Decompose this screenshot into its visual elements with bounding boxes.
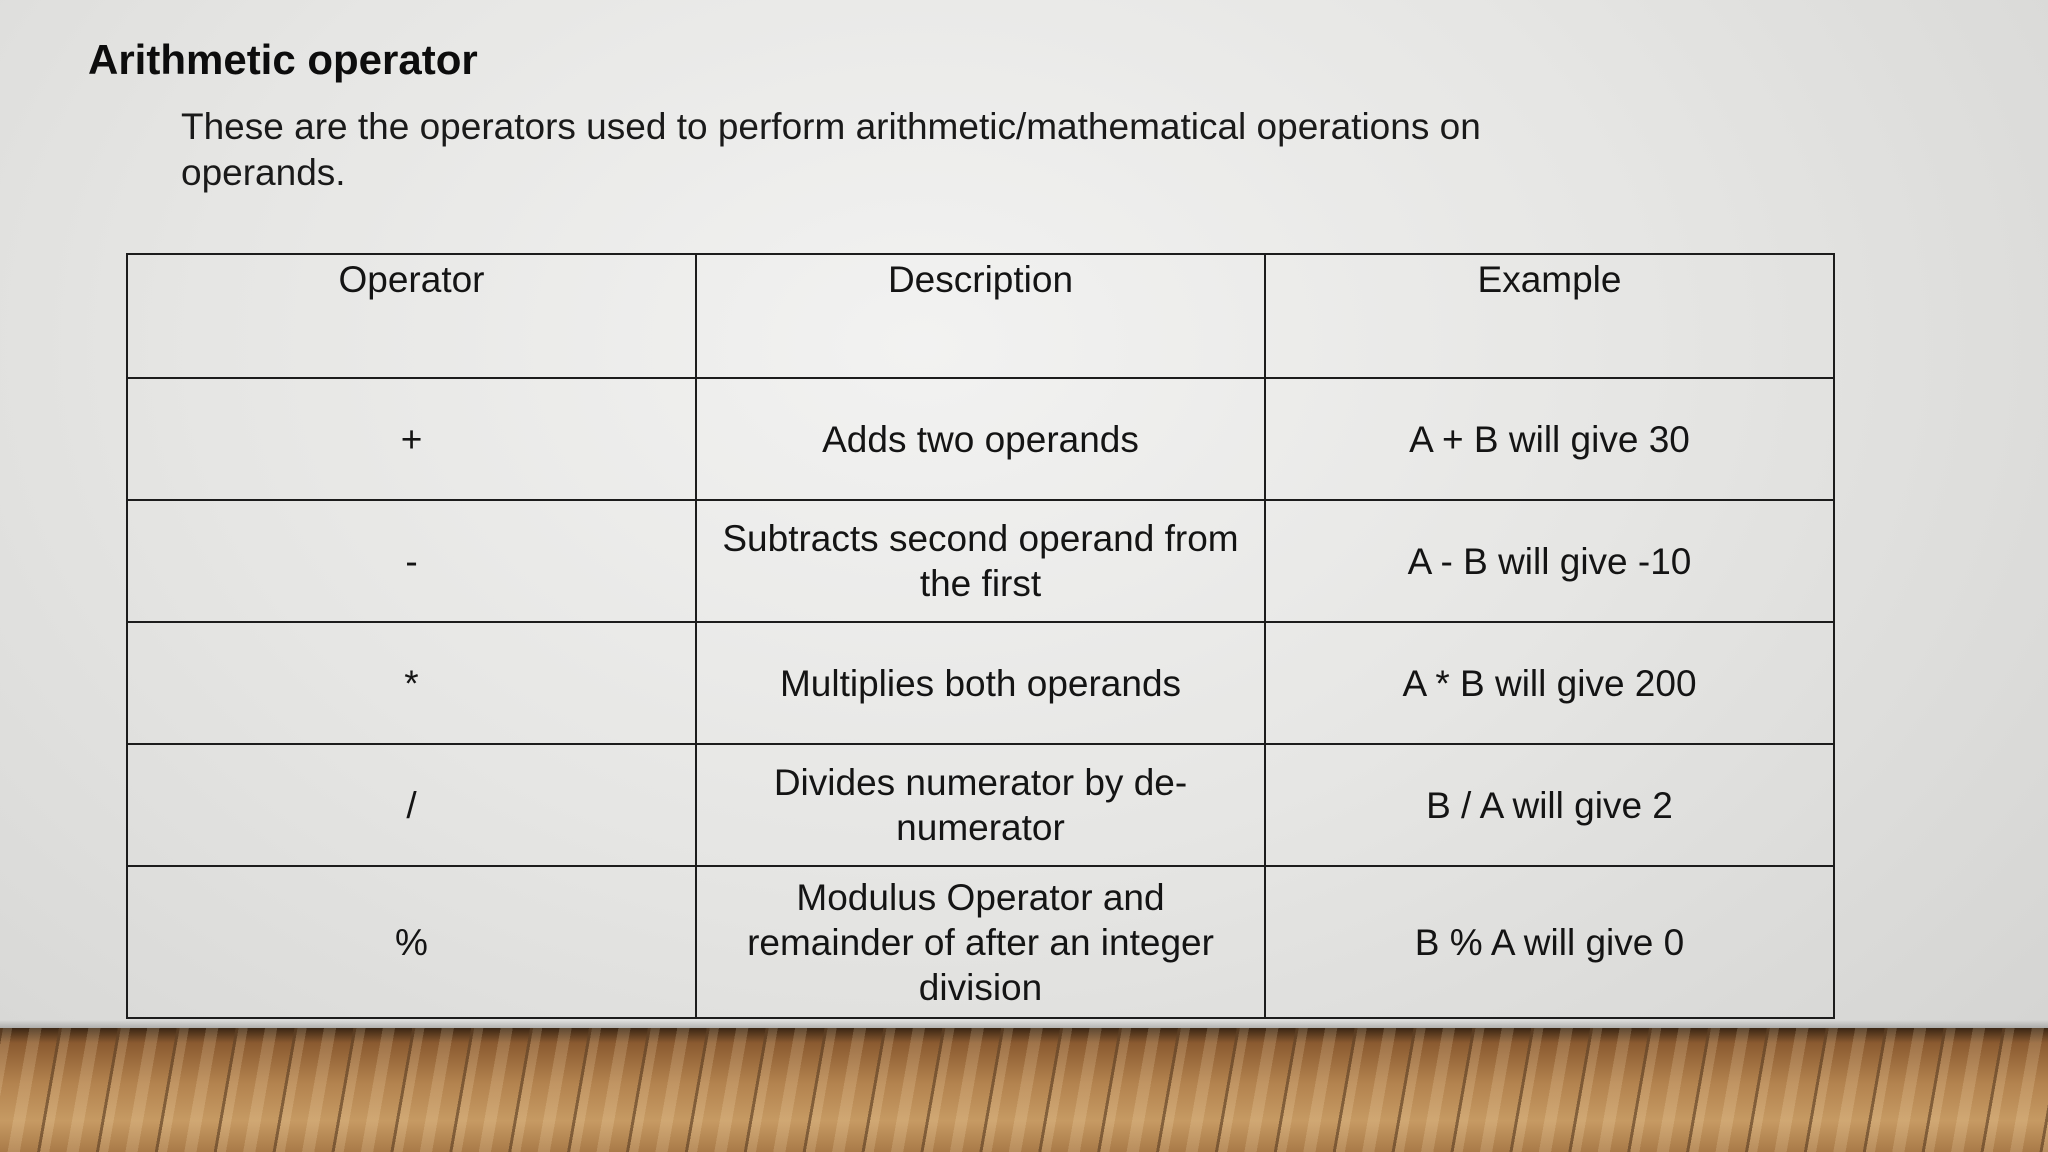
cell-example: B % A will give 0	[1265, 866, 1834, 1018]
header-row	[127, 254, 1834, 378]
table-header	[127, 254, 1834, 378]
cell-operator: +	[127, 378, 696, 500]
operator-table-container	[126, 253, 1835, 1019]
cell-operator: %	[127, 866, 696, 1018]
cell-operator: /	[127, 744, 696, 866]
table-row	[127, 866, 1834, 1018]
cell-example: A - B will give -10	[1265, 500, 1834, 622]
table-row	[127, 744, 1834, 866]
cell-example: B / A will give 2	[1265, 744, 1834, 866]
slide-subtitle: These are the operators used to perform arithmetic/mathematical operations on operands.	[181, 106, 1481, 193]
header-description: Description	[696, 254, 1265, 378]
table-body	[127, 378, 1834, 1018]
cell-example: A * B will give 200	[1265, 622, 1834, 744]
slide-title: Arithmetic operator	[88, 36, 478, 83]
cell-operator: -	[127, 500, 696, 622]
cell-description: Multiplies both operands	[696, 622, 1265, 744]
operator-table	[126, 253, 1835, 1019]
header-operator: Operator	[127, 254, 696, 378]
header-example: Example	[1265, 254, 1834, 378]
cell-description: Subtracts second operand from the first	[696, 500, 1265, 622]
cell-description: Divides numerator by de-numerator	[696, 744, 1265, 866]
wood-floor-decoration	[0, 1028, 2048, 1152]
cell-description: Adds two operands	[696, 378, 1265, 500]
cell-operator: *	[127, 622, 696, 744]
cell-description: Modulus Operator and remainder of after an integer division	[696, 866, 1265, 1018]
table-row	[127, 378, 1834, 500]
table-row	[127, 622, 1834, 744]
table-row	[127, 500, 1834, 622]
cell-example: A + B will give 30	[1265, 378, 1834, 500]
